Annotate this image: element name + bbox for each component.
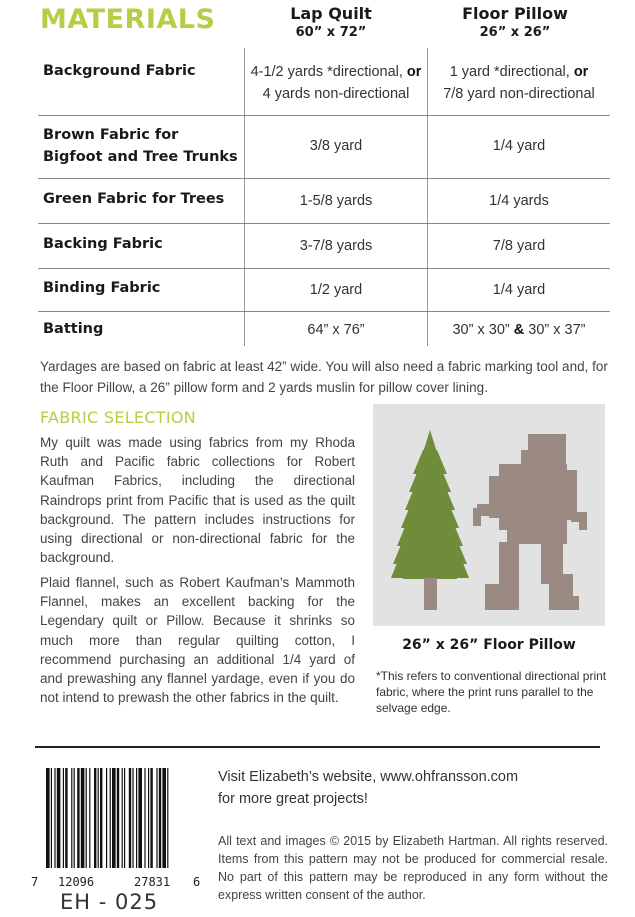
barcode-bar <box>124 768 125 868</box>
barcode-bar <box>51 768 52 868</box>
barcode-bar <box>65 768 67 868</box>
barcode-bar <box>94 768 96 868</box>
table-row-label <box>43 188 224 210</box>
barcode-bar <box>150 768 152 868</box>
table-cell: 7/8 yard <box>492 238 546 254</box>
barcode-bar <box>167 768 168 868</box>
table-row-label <box>43 318 103 340</box>
barcode-group-1: 12096 <box>58 875 95 889</box>
table-cell: 1-5/8 yards <box>299 193 373 209</box>
table-rule <box>38 115 610 116</box>
barcode-bar <box>63 768 64 868</box>
table-cell: 3/8 yard <box>309 138 363 154</box>
barcode-bar <box>129 768 131 868</box>
pattern-sku: EH - 025 <box>60 890 159 914</box>
row-label-text: Background Fabric <box>43 63 196 79</box>
barcode-bar <box>100 768 102 868</box>
illustration-caption: 26” x 26” Floor Pillow <box>402 637 576 653</box>
table-cell: 1/4 yards <box>489 193 549 209</box>
table-row-label <box>43 277 160 299</box>
cell-text: 30” x 37” <box>528 322 586 338</box>
cell-text: 7/8 yard non-directional <box>443 86 595 102</box>
barcode-group-2: 27831 <box>134 875 171 889</box>
barcode-bar <box>89 768 90 868</box>
barcode-bar <box>57 768 61 868</box>
column-name: Floor Pillow <box>462 4 568 23</box>
table-row-label <box>43 124 238 168</box>
table-cell: 1/4 yard <box>492 138 546 154</box>
table-rule <box>38 178 610 179</box>
barcode-bar <box>122 768 123 868</box>
barcode-bar <box>110 768 111 868</box>
table-row-label <box>43 233 163 255</box>
barcode-bar <box>71 768 72 868</box>
table-cell <box>429 319 609 341</box>
table-cell <box>429 61 609 105</box>
table-rule <box>38 311 610 312</box>
barcode-bar <box>159 768 161 868</box>
table-cell: 64” x 76” <box>307 322 365 338</box>
column-header-lap-quilt <box>246 4 416 42</box>
column-size: 60” x 72” <box>295 25 367 40</box>
yardage-note: Yardages are based on fabric at least 42” wide. You will also need a fabric marking tool and, for the Floor Pillow, a 26” pillow form and 2 yards muslin for pillow cover lining. <box>40 359 608 395</box>
barcode-bar <box>98 768 99 868</box>
column-header-floor-pillow <box>430 4 600 42</box>
cell-emphasis: or <box>406 64 422 80</box>
barcode-digit-left: 7 <box>31 875 39 889</box>
row-label-text: Brown Fabric for <box>43 127 179 143</box>
pillow-illustration-graphic <box>373 404 605 626</box>
table-cell <box>246 61 426 105</box>
table-divider <box>244 48 245 346</box>
row-label-text: Batting <box>43 321 104 337</box>
barcode-digit-right: 6 <box>193 875 201 889</box>
barcode-bar <box>54 768 55 868</box>
barcode-bar <box>81 768 85 868</box>
barcode-bar <box>86 768 87 868</box>
bigfoot-icon <box>473 434 587 610</box>
website-line: for more great projects! <box>218 791 368 807</box>
barcode-bar <box>106 768 107 868</box>
table-cell: 3-7/8 yards <box>299 238 373 254</box>
table-row-label <box>43 60 196 82</box>
table-rule <box>38 223 610 224</box>
barcode-bar <box>77 768 79 868</box>
barcode-bar <box>136 768 137 868</box>
fabric-selection-paragraph-1: My quilt was made using fabrics from my Rhoda Ruth and Pacific fabric collections for Robert Kaufman Fabrics, including the directional Raindrops print from Pacific that is used as the quilt background. The pattern includes instructions for using directional or non-directional fabric for the background. <box>40 435 355 566</box>
fabric-selection-heading: FABRIC SELECTION <box>40 408 197 427</box>
barcode-bar <box>117 768 119 868</box>
barcode-bar <box>144 768 145 868</box>
table-rule <box>38 268 610 269</box>
cell-text: 30” x 30” <box>452 322 510 338</box>
cell-text: 1 yard *directional, <box>449 64 570 80</box>
tree-icon <box>391 430 469 610</box>
barcode-bar <box>74 768 75 868</box>
cell-emphasis: or <box>573 64 589 80</box>
cell-emphasis: & <box>513 322 525 338</box>
row-label-text: Bigfoot and Tree Trunks <box>43 149 238 165</box>
barcode-bar <box>46 768 50 868</box>
website-line: Visit Elizabeth’s website, www.ohfransson.com <box>218 769 519 785</box>
barcode-bar <box>132 768 133 868</box>
barcode-bar <box>156 768 157 868</box>
table-divider <box>427 48 428 346</box>
row-label-text: Green Fabric for Trees <box>43 191 225 207</box>
barcode-bar <box>112 768 116 868</box>
row-label-text: Backing Fabric <box>43 236 163 252</box>
directional-footnote: *This refers to conventional directional print fabric, where the print runs parallel to the selvage edge. <box>376 669 607 715</box>
website-promo <box>218 766 608 810</box>
barcode-icon <box>40 768 205 873</box>
column-name: Lap Quilt <box>290 4 372 23</box>
fabric-selection-paragraph-2: Plaid flannel, such as Robert Kaufman’s Mammoth Flannel, makes an excellent backing for the Legendary quilt or Pillow. Because it shrinks so much more than regular quilting cotton, I recommend purchasing an additional 1/4 yard of and prewashing any flannel yardage, even if you do not intend to prewash the other fabrics in the quilt. <box>40 575 355 706</box>
cell-text: 4 yards non-directional <box>262 86 410 102</box>
barcode-bar <box>148 768 149 868</box>
row-label-text: Binding Fabric <box>43 280 161 296</box>
page-title: MATERIALS <box>40 4 216 35</box>
section-divider <box>35 746 600 748</box>
cell-text: 4-1/2 yards *directional, <box>250 64 403 80</box>
column-size: 26” x 26” <box>479 25 551 40</box>
copyright-notice: All text and images © 2015 by Elizabeth Hartman. All rights reserved. Items from this pattern may not be produced for commercial resale. No part of this pattern may be reproduced in any form without the express written consent of the author. <box>218 834 608 902</box>
table-cell: 1/2 yard <box>309 282 363 298</box>
barcode-bar <box>138 768 142 868</box>
barcode-bar <box>162 768 166 868</box>
table-cell: 1/4 yard <box>492 282 546 298</box>
pillow-illustration <box>373 404 605 626</box>
